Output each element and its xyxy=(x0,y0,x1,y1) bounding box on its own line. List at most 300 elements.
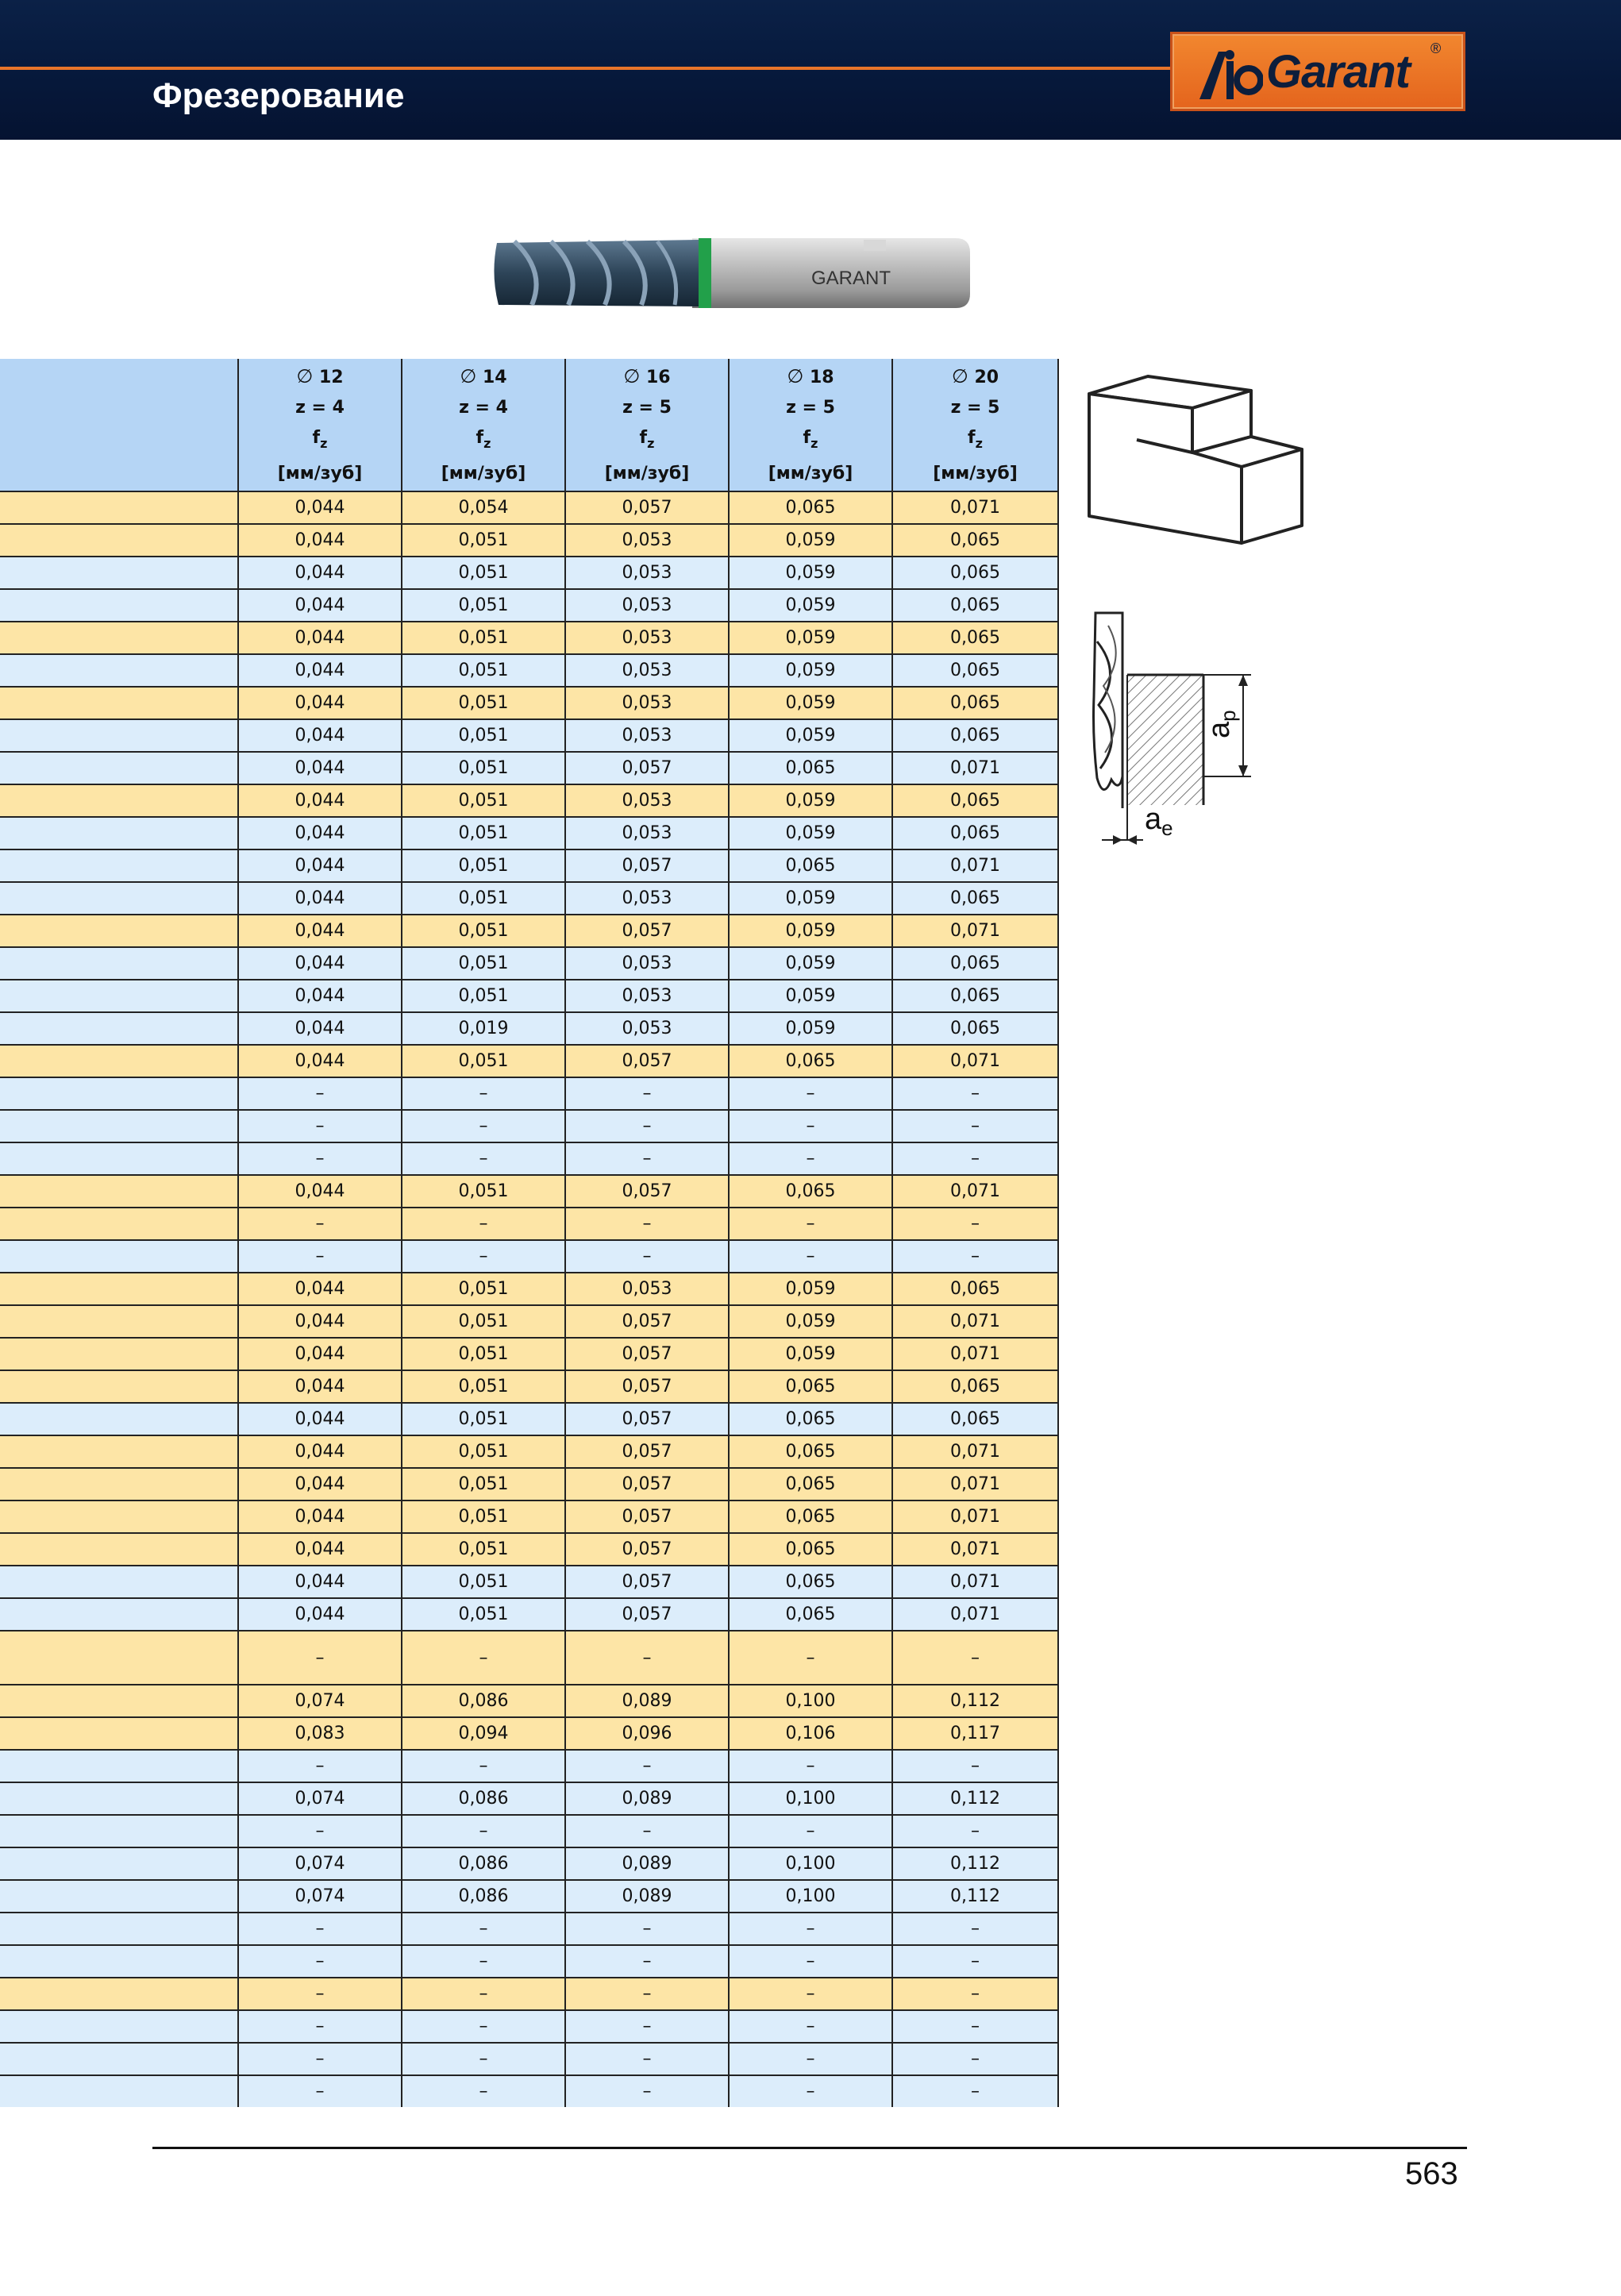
feed-value-cell: 0,074 xyxy=(238,1847,402,1880)
feed-value-cell: – xyxy=(729,1110,892,1142)
table-body xyxy=(0,491,1058,2107)
feed-value-cell: 0,057 xyxy=(565,1403,729,1435)
feed-value-cell: 0,044 xyxy=(238,915,402,947)
column-fz: f xyxy=(639,427,648,448)
row-label-cell xyxy=(0,1978,238,2010)
svg-text:ae xyxy=(1145,803,1173,840)
feed-value-cell: 0,053 xyxy=(565,524,729,557)
table-row xyxy=(0,1978,1058,2010)
feed-value-cell: 0,059 xyxy=(729,1273,892,1305)
row-label-cell xyxy=(0,1273,238,1305)
feed-value-cell: – xyxy=(238,2043,402,2075)
feed-value-cell: 0,051 xyxy=(402,1175,565,1208)
feed-value-cell: 0,057 xyxy=(565,1370,729,1403)
feed-value-cell: 0,044 xyxy=(238,1598,402,1631)
ae-subscript: e xyxy=(1161,816,1173,840)
feed-value-cell: – xyxy=(729,1978,892,2010)
feed-value-cell: 0,044 xyxy=(238,849,402,882)
diameter-icon: ∅ xyxy=(623,364,641,387)
feed-value-cell: – xyxy=(565,2075,729,2107)
column-fz: f xyxy=(476,427,484,448)
table-row xyxy=(0,784,1058,817)
feed-value-cell: 0,071 xyxy=(892,1598,1058,1631)
row-label-cell xyxy=(0,1370,238,1403)
column-fz: f xyxy=(312,427,321,448)
step-workpiece-icon xyxy=(1083,373,1310,573)
table-row xyxy=(0,1305,1058,1338)
feed-value-cell: 0,059 xyxy=(729,1305,892,1338)
feed-value-cell: 0,051 xyxy=(402,1566,565,1598)
column-teeth: z = 4 xyxy=(295,397,345,418)
feed-value-cell: 0,057 xyxy=(565,1566,729,1598)
feed-value-cell: – xyxy=(892,1208,1058,1240)
column-diameter: 16 xyxy=(645,367,671,387)
feed-value-cell: 0,051 xyxy=(402,589,565,622)
feed-value-cell: – xyxy=(238,1077,402,1110)
feed-value-cell: – xyxy=(892,2043,1058,2075)
feed-value-cell: 0,044 xyxy=(238,719,402,752)
feed-value-cell: – xyxy=(729,1240,892,1273)
row-label-cell xyxy=(0,980,238,1012)
feed-value-cell: 0,071 xyxy=(892,1533,1058,1566)
feed-value-cell: – xyxy=(892,1913,1058,1945)
feed-value-cell: – xyxy=(238,1110,402,1142)
feed-value-cell: 0,059 xyxy=(729,524,892,557)
feed-value-cell: – xyxy=(729,2010,892,2043)
row-label-cell xyxy=(0,915,238,947)
feed-value-cell: 0,065 xyxy=(892,654,1058,687)
table-row xyxy=(0,915,1058,947)
feed-value-cell: 0,044 xyxy=(238,980,402,1012)
feed-value-cell: – xyxy=(402,1110,565,1142)
column-header-2 xyxy=(565,359,729,491)
table-row xyxy=(0,1500,1058,1533)
column-diameter: 20 xyxy=(974,367,999,387)
row-label-cell xyxy=(0,2043,238,2075)
feed-value-cell: 0,051 xyxy=(402,1370,565,1403)
feed-value-cell: 0,044 xyxy=(238,1403,402,1435)
feed-value-cell: 0,086 xyxy=(402,1880,565,1913)
row-label-cell xyxy=(0,882,238,915)
table-row xyxy=(0,1468,1058,1500)
column-unit: [мм/зуб] xyxy=(768,463,853,483)
feed-value-cell: 0,051 xyxy=(402,1273,565,1305)
feed-value-cell: – xyxy=(565,1815,729,1847)
feed-value-cell: 0,051 xyxy=(402,524,565,557)
diameter-icon: ∅ xyxy=(787,364,804,387)
row-label-cell xyxy=(0,947,238,980)
row-label-cell xyxy=(0,1045,238,1077)
feed-value-cell: 0,112 xyxy=(892,1847,1058,1880)
feed-value-cell: 0,051 xyxy=(402,1305,565,1338)
feed-value-cell: 0,065 xyxy=(892,557,1058,589)
feed-value-cell: 0,071 xyxy=(892,1305,1058,1338)
feed-value-cell: 0,057 xyxy=(565,1175,729,1208)
feed-value-cell: 0,051 xyxy=(402,1598,565,1631)
feed-value-cell: 0,112 xyxy=(892,1782,1058,1815)
row-label-cell xyxy=(0,1631,238,1685)
table-row xyxy=(0,1880,1058,1913)
table-row xyxy=(0,1338,1058,1370)
column-diameter: 12 xyxy=(318,367,344,387)
feed-value-cell: 0,044 xyxy=(238,654,402,687)
feed-value-cell: 0,053 xyxy=(565,589,729,622)
feed-value-cell: 0,053 xyxy=(565,654,729,687)
feed-value-cell: 0,057 xyxy=(565,849,729,882)
feed-value-cell: 0,112 xyxy=(892,1685,1058,1717)
feed-value-cell: 0,044 xyxy=(238,1045,402,1077)
feed-value-cell: – xyxy=(729,1750,892,1782)
row-label-cell xyxy=(0,1566,238,1598)
feed-value-cell: – xyxy=(892,1077,1058,1110)
table-row xyxy=(0,1782,1058,1815)
header-accent-line xyxy=(0,67,1175,70)
feed-value-cell: 0,053 xyxy=(565,719,729,752)
feed-value-cell: 0,117 xyxy=(892,1717,1058,1750)
feed-value-cell: 0,074 xyxy=(238,1880,402,1913)
page-title: Фрезерование xyxy=(152,76,405,115)
feed-value-cell: – xyxy=(565,1208,729,1240)
feed-value-cell: 0,051 xyxy=(402,752,565,784)
feed-value-cell: – xyxy=(238,1913,402,1945)
feed-value-cell: – xyxy=(402,1945,565,1978)
feed-value-cell: 0,051 xyxy=(402,557,565,589)
feed-value-cell: 0,065 xyxy=(729,1370,892,1403)
feed-value-cell: 0,065 xyxy=(892,947,1058,980)
feed-value-cell: 0,044 xyxy=(238,1273,402,1305)
table-row xyxy=(0,1370,1058,1403)
column-fz-sub: z xyxy=(483,435,491,451)
feed-value-cell: – xyxy=(238,2010,402,2043)
feed-value-cell: 0,059 xyxy=(729,622,892,654)
feed-value-cell: 0,094 xyxy=(402,1717,565,1750)
feed-value-cell: 0,065 xyxy=(892,1012,1058,1045)
feed-value-cell: 0,065 xyxy=(892,589,1058,622)
feed-value-cell: 0,044 xyxy=(238,752,402,784)
feed-value-cell: 0,057 xyxy=(565,752,729,784)
table-row xyxy=(0,1566,1058,1598)
feed-value-cell: 0,051 xyxy=(402,1500,565,1533)
table-row xyxy=(0,557,1058,589)
row-label-cell xyxy=(0,1208,238,1240)
feed-value-cell: – xyxy=(729,1913,892,1945)
table-row xyxy=(0,1847,1058,1880)
feed-value-cell: 0,065 xyxy=(892,687,1058,719)
feed-value-cell: 0,106 xyxy=(729,1717,892,1750)
feed-value-cell: 0,057 xyxy=(565,491,729,524)
svg-text:ap xyxy=(1203,710,1240,738)
feed-value-cell: 0,044 xyxy=(238,1500,402,1533)
feed-value-cell: 0,053 xyxy=(565,1012,729,1045)
feed-value-cell: 0,065 xyxy=(892,1370,1058,1403)
column-header-0 xyxy=(238,359,402,491)
feed-value-cell: 0,086 xyxy=(402,1847,565,1880)
tool-label: GARANT xyxy=(811,268,891,289)
table-row xyxy=(0,1533,1058,1566)
table-row xyxy=(0,1435,1058,1468)
diameter-icon: ∅ xyxy=(951,364,968,387)
row-label-cell xyxy=(0,1435,238,1468)
feed-value-cell: – xyxy=(402,1077,565,1110)
table-row xyxy=(0,817,1058,849)
logo-mark-icon xyxy=(1195,44,1263,104)
feed-value-cell: 0,057 xyxy=(565,1435,729,1468)
table-row xyxy=(0,1913,1058,1945)
feed-value-cell: – xyxy=(892,2075,1058,2107)
table-row xyxy=(0,1945,1058,1978)
feed-value-cell: 0,051 xyxy=(402,1403,565,1435)
feed-value-cell: 0,044 xyxy=(238,947,402,980)
feed-value-cell: 0,051 xyxy=(402,622,565,654)
header-empty-cell xyxy=(0,359,238,491)
feed-value-cell: 0,051 xyxy=(402,849,565,882)
feed-value-cell: 0,059 xyxy=(729,947,892,980)
feed-value-cell: 0,065 xyxy=(892,784,1058,817)
table-header-row xyxy=(0,359,1058,491)
feed-value-cell: 0,051 xyxy=(402,1338,565,1370)
feed-value-cell: – xyxy=(402,1631,565,1685)
feed-value-cell: 0,044 xyxy=(238,589,402,622)
feed-value-cell: 0,096 xyxy=(565,1717,729,1750)
row-label-cell xyxy=(0,654,238,687)
feed-value-cell: 0,086 xyxy=(402,1685,565,1717)
feed-value-cell: 0,071 xyxy=(892,491,1058,524)
feed-value-cell: 0,057 xyxy=(565,1468,729,1500)
feed-value-cell: 0,089 xyxy=(565,1685,729,1717)
table-row xyxy=(0,980,1058,1012)
feed-value-cell: 0,044 xyxy=(238,1435,402,1468)
feed-value-cell: 0,059 xyxy=(729,915,892,947)
feed-value-cell: 0,051 xyxy=(402,947,565,980)
feed-value-cell: – xyxy=(565,1945,729,1978)
column-teeth: z = 5 xyxy=(950,397,1000,418)
feed-value-cell: 0,057 xyxy=(565,1598,729,1631)
feed-value-cell: – xyxy=(892,1945,1058,1978)
table-row xyxy=(0,1273,1058,1305)
page-header xyxy=(0,0,1621,140)
row-label-cell xyxy=(0,524,238,557)
table-row xyxy=(0,1175,1058,1208)
feed-value-cell: 0,044 xyxy=(238,1468,402,1500)
feed-value-cell: – xyxy=(892,1631,1058,1685)
column-teeth: z = 4 xyxy=(459,397,508,418)
feed-value-cell: – xyxy=(729,1945,892,1978)
feed-value-cell: 0,071 xyxy=(892,849,1058,882)
feed-value-cell: 0,059 xyxy=(729,589,892,622)
row-label-cell xyxy=(0,1468,238,1500)
feed-value-cell: – xyxy=(238,1142,402,1175)
feed-value-cell: – xyxy=(729,1142,892,1175)
feed-value-cell: 0,057 xyxy=(565,1338,729,1370)
feed-value-cell: – xyxy=(402,2075,565,2107)
feed-value-cell: 0,071 xyxy=(892,1500,1058,1533)
feed-value-cell: 0,044 xyxy=(238,622,402,654)
column-header-4 xyxy=(892,359,1058,491)
column-diameter: 14 xyxy=(482,367,507,387)
feed-value-cell: 0,044 xyxy=(238,491,402,524)
feed-value-cell: – xyxy=(565,2010,729,2043)
feed-value-cell: 0,057 xyxy=(565,1533,729,1566)
feed-value-cell: 0,044 xyxy=(238,784,402,817)
table-row xyxy=(0,1598,1058,1631)
row-label-cell xyxy=(0,1782,238,1815)
table-row xyxy=(0,947,1058,980)
table-row xyxy=(0,1717,1058,1750)
feed-value-cell: – xyxy=(729,1208,892,1240)
column-header-3 xyxy=(729,359,892,491)
row-label-cell xyxy=(0,1815,238,1847)
column-unit: [мм/зуб] xyxy=(277,463,363,483)
table-row xyxy=(0,1685,1058,1717)
feed-value-cell: 0,071 xyxy=(892,752,1058,784)
feed-value-cell: 0,044 xyxy=(238,1338,402,1370)
registered-mark: ® xyxy=(1430,40,1442,56)
row-label-cell xyxy=(0,1598,238,1631)
feed-value-cell: 0,044 xyxy=(238,817,402,849)
feed-value-cell: 0,059 xyxy=(729,1338,892,1370)
table-row xyxy=(0,1142,1058,1175)
ap-label: a xyxy=(1203,721,1236,738)
table-row xyxy=(0,849,1058,882)
footer-rule xyxy=(152,2147,1467,2149)
feed-value-cell: 0,071 xyxy=(892,915,1058,947)
column-fz-sub: z xyxy=(975,435,983,451)
feed-value-cell: 0,112 xyxy=(892,1880,1058,1913)
feed-value-cell: – xyxy=(402,1142,565,1175)
feed-value-cell: – xyxy=(238,1750,402,1782)
feed-value-cell: – xyxy=(729,1631,892,1685)
row-label-cell xyxy=(0,1533,238,1566)
feed-value-cell: – xyxy=(892,1750,1058,1782)
feed-value-cell: – xyxy=(402,2010,565,2043)
column-fz: f xyxy=(968,427,976,448)
feed-value-cell: 0,059 xyxy=(729,980,892,1012)
feed-value-cell: – xyxy=(729,1815,892,1847)
row-label-cell xyxy=(0,719,238,752)
feed-value-cell: 0,053 xyxy=(565,557,729,589)
feed-value-cell: 0,044 xyxy=(238,1012,402,1045)
feed-value-cell: 0,053 xyxy=(565,1273,729,1305)
feed-value-cell: – xyxy=(565,1110,729,1142)
feed-value-cell: 0,053 xyxy=(565,817,729,849)
table-row xyxy=(0,1631,1058,1685)
feed-value-cell: – xyxy=(565,1978,729,2010)
end-mill-illustration xyxy=(491,232,970,314)
feed-value-cell: 0,059 xyxy=(729,784,892,817)
column-fz-sub: z xyxy=(647,435,655,451)
row-label-cell xyxy=(0,2075,238,2107)
row-label-cell xyxy=(0,1012,238,1045)
table-row xyxy=(0,1077,1058,1110)
feed-value-cell: 0,065 xyxy=(729,752,892,784)
logo-wordmark: Garant xyxy=(1266,46,1410,98)
row-label-cell xyxy=(0,1403,238,1435)
row-label-cell xyxy=(0,1338,238,1370)
feed-value-cell: 0,051 xyxy=(402,817,565,849)
feed-value-cell: – xyxy=(892,2010,1058,2043)
feed-value-cell: – xyxy=(565,1631,729,1685)
row-label-cell xyxy=(0,1945,238,1978)
feed-value-cell: – xyxy=(729,1077,892,1110)
row-label-cell xyxy=(0,1717,238,1750)
feed-value-cell: 0,051 xyxy=(402,1435,565,1468)
feed-value-cell: – xyxy=(565,1913,729,1945)
table-row xyxy=(0,1208,1058,1240)
feed-value-cell: 0,054 xyxy=(402,491,565,524)
table-row xyxy=(0,491,1058,524)
feed-value-cell: 0,065 xyxy=(729,1500,892,1533)
feed-value-cell: 0,051 xyxy=(402,915,565,947)
feed-value-cell: – xyxy=(402,1815,565,1847)
row-label-cell xyxy=(0,1240,238,1273)
feed-value-cell: – xyxy=(238,1240,402,1273)
row-label-cell xyxy=(0,1880,238,1913)
feed-value-cell: 0,065 xyxy=(729,1403,892,1435)
feed-value-cell: 0,065 xyxy=(892,882,1058,915)
feed-value-cell: 0,065 xyxy=(729,1598,892,1631)
feed-value-cell: 0,065 xyxy=(729,1566,892,1598)
feed-value-cell: 0,071 xyxy=(892,1338,1058,1370)
row-label-cell xyxy=(0,1750,238,1782)
feed-value-cell: 0,053 xyxy=(565,687,729,719)
feed-value-cell: 0,051 xyxy=(402,980,565,1012)
table-row xyxy=(0,1815,1058,1847)
feed-value-cell: 0,044 xyxy=(238,1175,402,1208)
row-label-cell xyxy=(0,1500,238,1533)
feed-value-cell: 0,059 xyxy=(729,654,892,687)
feed-table xyxy=(0,359,1059,2107)
feed-value-cell: 0,051 xyxy=(402,784,565,817)
feed-value-cell: 0,044 xyxy=(238,1370,402,1403)
table-row xyxy=(0,1403,1058,1435)
table-row xyxy=(0,1110,1058,1142)
feed-value-cell: – xyxy=(238,1978,402,2010)
cutting-depth-diagram xyxy=(1088,610,1257,853)
diameter-icon: ∅ xyxy=(296,364,314,387)
feed-value-cell: 0,051 xyxy=(402,719,565,752)
feed-value-cell: 0,065 xyxy=(892,622,1058,654)
feed-value-cell: 0,065 xyxy=(892,719,1058,752)
feed-value-cell: 0,051 xyxy=(402,654,565,687)
feed-value-cell: 0,057 xyxy=(565,1045,729,1077)
row-label-cell xyxy=(0,817,238,849)
column-fz-sub: z xyxy=(320,435,328,451)
feed-value-cell: – xyxy=(402,1208,565,1240)
table-row xyxy=(0,2075,1058,2107)
feed-value-cell: 0,053 xyxy=(565,947,729,980)
feed-value-cell: 0,089 xyxy=(565,1880,729,1913)
feed-value-cell: 0,100 xyxy=(729,1782,892,1815)
feed-value-cell: 0,044 xyxy=(238,1566,402,1598)
feed-value-cell: 0,053 xyxy=(565,882,729,915)
column-unit: [мм/зуб] xyxy=(441,463,526,483)
table-row xyxy=(0,2043,1058,2075)
feed-value-cell: 0,065 xyxy=(729,1045,892,1077)
feed-value-cell: 0,053 xyxy=(565,784,729,817)
row-label-cell xyxy=(0,1847,238,1880)
column-diameter: 18 xyxy=(809,367,834,387)
feed-value-cell: 0,059 xyxy=(729,882,892,915)
row-label-cell xyxy=(0,1913,238,1945)
feed-value-cell: – xyxy=(565,1750,729,1782)
row-label-cell xyxy=(0,687,238,719)
column-teeth: z = 5 xyxy=(622,397,672,418)
feed-value-cell: – xyxy=(892,1142,1058,1175)
feed-value-cell: 0,059 xyxy=(729,1012,892,1045)
feed-value-cell: 0,065 xyxy=(892,817,1058,849)
feed-value-cell: 0,051 xyxy=(402,1533,565,1566)
feed-value-cell: 0,044 xyxy=(238,687,402,719)
